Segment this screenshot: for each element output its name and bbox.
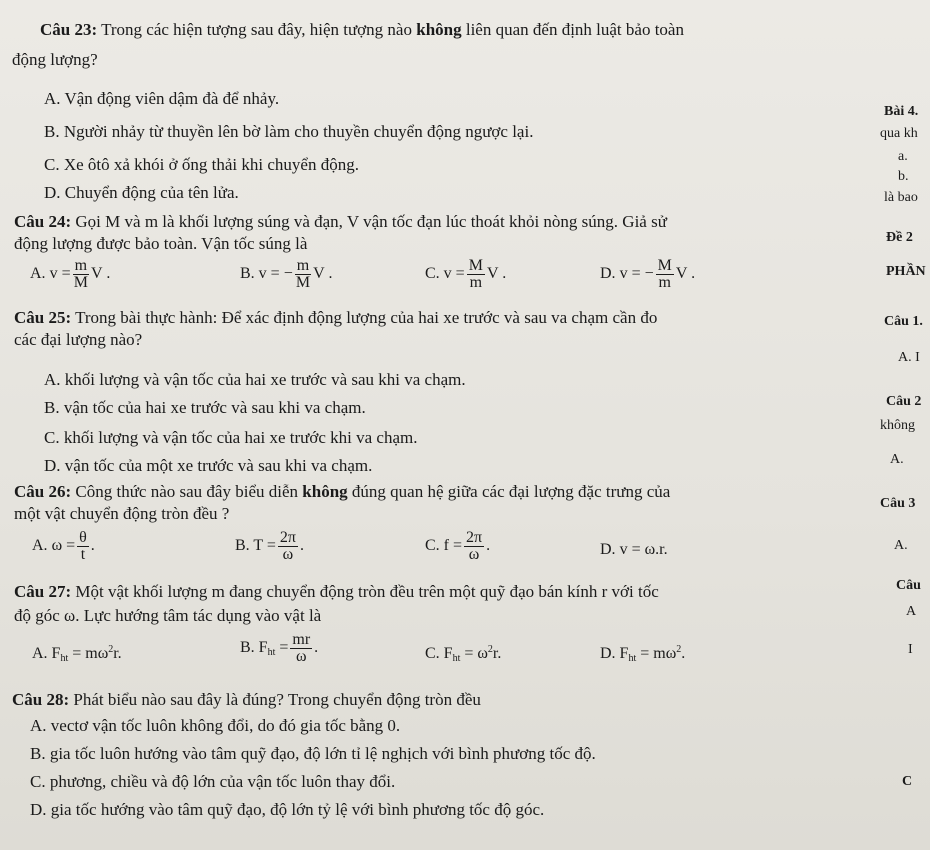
q27-option-d: D. $F_{ht} = m\omega^2$. [600, 644, 686, 664]
q28-label: Câu 28: [12, 690, 70, 709]
q25-option-a: A. khối lượng và vận tốc của hai xe trước và sau khi va chạm. [44, 370, 466, 389]
q27-option-c: C. $F_{ht} = \omega^2r$. [425, 644, 502, 664]
q25-option-d: D. vận tốc của một xe trước và sau khi va chạm. [44, 456, 373, 475]
q23-stem-line2: động lượng? [12, 50, 98, 69]
q27-option-b: B. $F_{ht}$ = $\frac{mr}{\omega}$ . [240, 631, 319, 665]
q26-label: Câu 26: [14, 482, 72, 501]
q28-option-d: D. gia tốc hướng vào tâm quỹ đạo, độ lớn tỷ lệ với bình phương tốc độ góc. [30, 800, 545, 819]
margin-fragment: Đề 2 [886, 230, 913, 245]
margin-fragment: Câu 2 [886, 394, 922, 409]
q26-option-c: C. f = $\frac{2\pi}{\omega}$ . [425, 529, 491, 563]
q23-option-c: C. Xe ôtô xả khói ở ống thải khi chuyển động. [44, 155, 359, 174]
q24-option-d: D. v = − $\frac{M}{m}$ V . [600, 257, 696, 291]
margin-fragment: A. I [898, 350, 920, 365]
margin-fragment: PHẦN [886, 264, 926, 279]
q26-stem-line2: một vật chuyển động tròn đều ? [14, 504, 230, 523]
q23-option-d: D. Chuyển động của tên lửa. [44, 183, 239, 202]
q27-stem-line1: Câu 27: Một vật khối lượng m đang chuyển động tròn đều trên một quỹ đạo bán kính r với tốc [14, 582, 659, 601]
margin-fragment: qua kh [880, 126, 918, 141]
margin-fragment: Bài 4. [884, 104, 919, 119]
q25-label: Câu 25: [14, 308, 72, 327]
q27-label: Câu 27: [14, 582, 72, 601]
q25-option-b: B. vận tốc của hai xe trước và sau khi va chạm. [44, 398, 366, 417]
q23-option-b: B. Người nhảy từ thuyền lên bờ làm cho thuyền chuyển động ngược lại. [44, 122, 534, 141]
q23-label: Câu 23: [40, 20, 98, 39]
margin-fragment: Câu 3 [880, 496, 916, 511]
margin-fragment: không [880, 418, 915, 433]
q25-option-c: C. khối lượng và vận tốc của hai xe trước khi va chạm. [44, 428, 418, 447]
margin-fragment: C [902, 774, 913, 789]
q28-stem: Câu 28: Phát biểu nào sau đây là đúng? Trong chuyển động tròn đều [12, 690, 481, 709]
q24-option-a: A. v = $\frac{m}{M}$ V . [30, 257, 111, 291]
q24-stem-line2: động lượng được bảo toàn. Vận tốc súng là [14, 234, 308, 253]
q28-option-b: B. gia tốc luôn hướng vào tâm quỹ đạo, độ lớn tỉ lệ nghịch với bình phương tốc độ. [30, 744, 596, 763]
q27-stem-line2: độ góc ω. Lực hướng tâm tác dụng vào vật là [14, 606, 322, 625]
q26-stem-line1: Câu 26: Công thức nào sau đây biểu diễn không đúng quan hệ giữa các đại lượng đặc trưng của [14, 482, 671, 501]
margin-fragment: b. [898, 169, 909, 184]
q23-stem-line1: Câu 23: Trong các hiện tượng sau đây, hiện tượng nào không liên quan đến định luật bảo toàn [40, 20, 684, 39]
margin-fragment: Câu 1. [884, 314, 923, 329]
margin-fragment: A [906, 604, 917, 619]
margin-fragment: là bao [884, 190, 918, 205]
q24-option-b: B. v = − $\frac{m}{M}$ V . [240, 257, 333, 291]
margin-fragment: I [908, 642, 913, 657]
q28-option-a: A. vectơ vận tốc luôn không đổi, do đó gia tốc bằng 0. [30, 716, 401, 735]
q26-option-a: A. ω = $\frac{\theta}{t}$ . [32, 529, 95, 563]
q26-option-d: D. v = ω.r. [600, 541, 668, 558]
q25-stem-line2: các đại lượng nào? [14, 330, 143, 349]
q28-option-c: C. phương, chiều và độ lớn của vận tốc luôn thay đổi. [30, 772, 396, 791]
margin-fragment: Câu [896, 578, 921, 593]
margin-fragment: A. [894, 538, 908, 553]
margin-fragment: a. [898, 149, 908, 164]
q24-label: Câu 24: [14, 212, 72, 231]
q27-option-a: A. $F_{ht} = m\omega^2r$. [32, 644, 122, 664]
q25-stem-line1: Câu 25: Trong bài thực hành: Để xác định động lượng của hai xe trước và sau va chạm cần đo [14, 308, 658, 327]
margin-fragment: A. [890, 452, 904, 467]
q26-option-b: B. T = $\frac{2\pi}{\omega}$ . [235, 529, 304, 563]
q24-stem-line1: Câu 24: Gọi M và m là khối lượng súng và đạn, V vận tốc đạn lúc thoát khỏi nòng súng. Giả sử [14, 212, 667, 231]
q23-option-a: A. Vận động viên dậm đà để nhảy. [44, 89, 280, 108]
q24-option-c: C. v = $\frac{M}{m}$ V . [425, 257, 507, 291]
